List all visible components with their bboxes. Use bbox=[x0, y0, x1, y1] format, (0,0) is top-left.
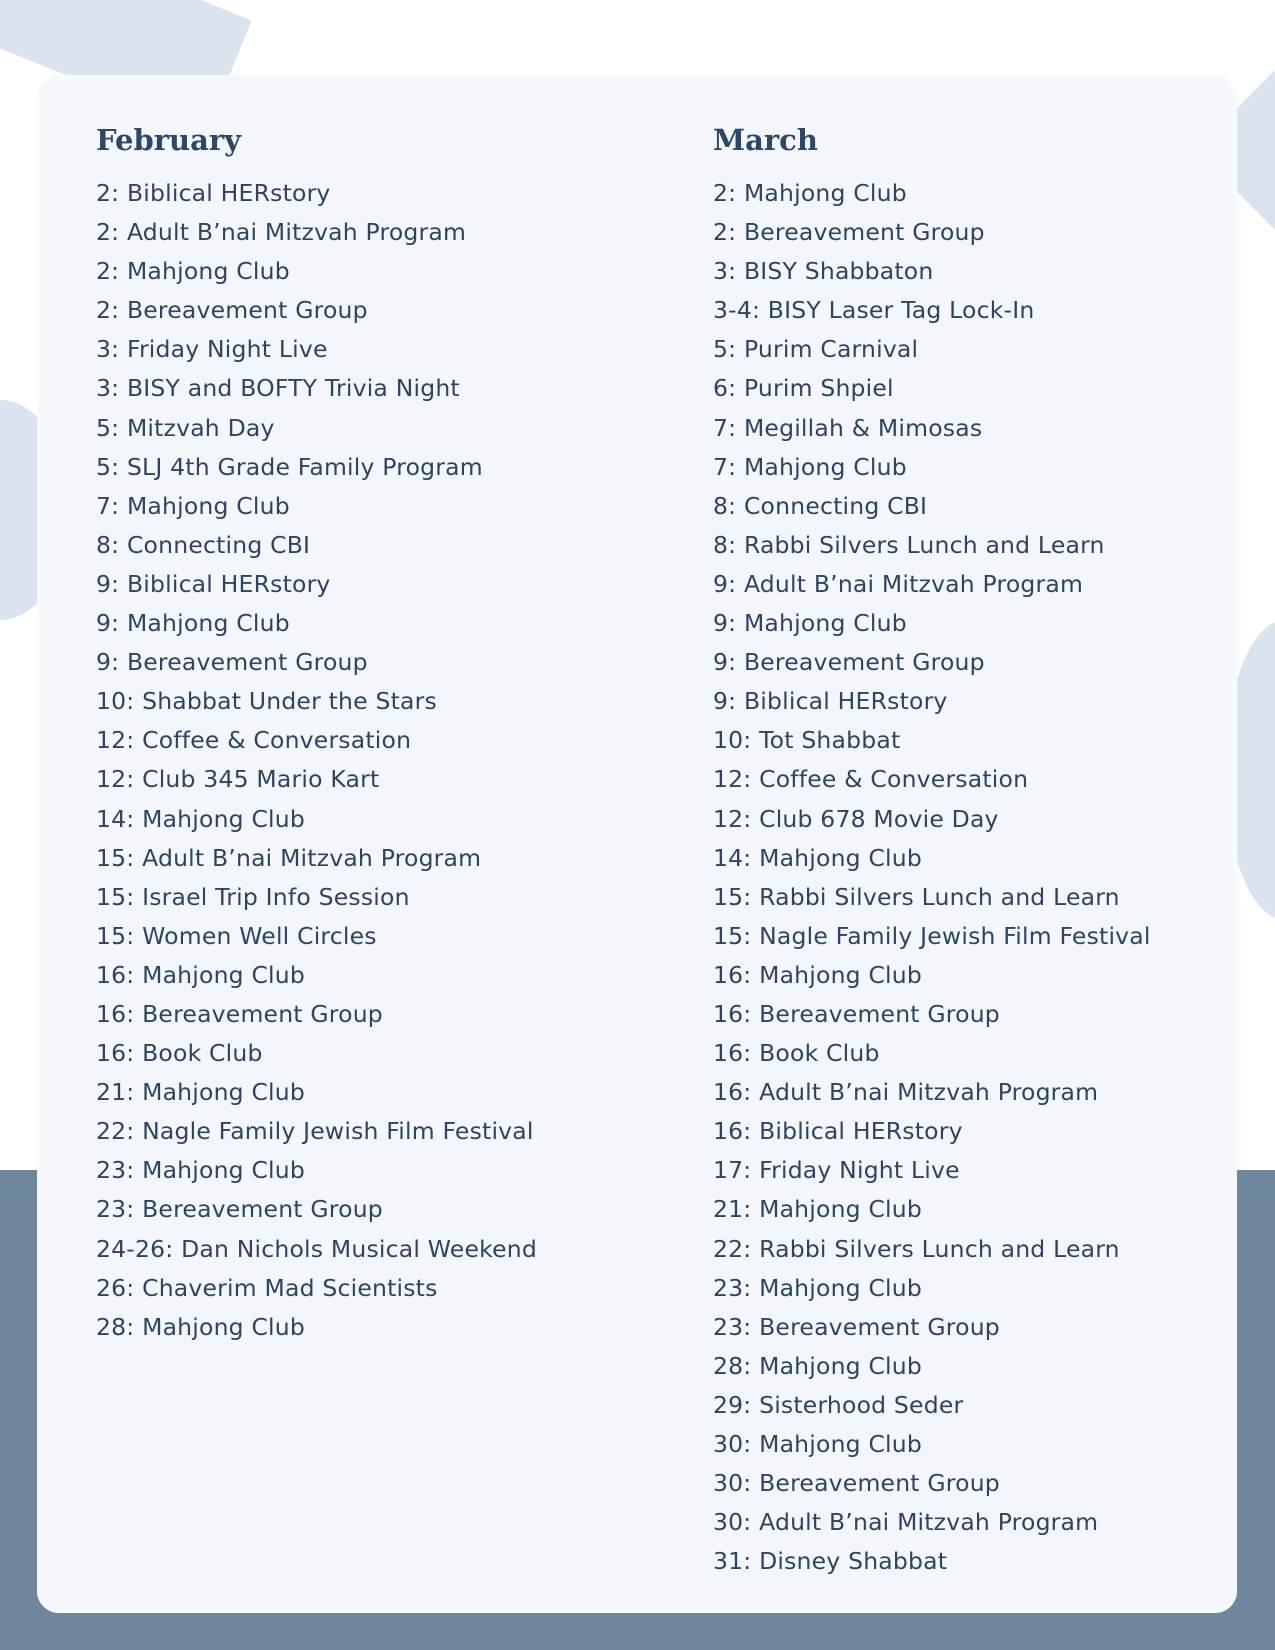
event-item: 12: Club 345 Mario Kart bbox=[96, 765, 380, 794]
february-column bbox=[96, 118, 656, 1347]
event-item: 16: Mahjong Club bbox=[713, 960, 922, 989]
event-item: 2: Biblical HERstory bbox=[96, 179, 331, 207]
event-item: 16: Book Club bbox=[713, 1039, 880, 1068]
event-item: 12: Club 678 Movie Day bbox=[713, 804, 999, 833]
event-item: 15: Women Well Circles bbox=[96, 921, 377, 950]
event-item: 2: Bereavement Group bbox=[713, 218, 985, 247]
event-item: 2: Bereavement Group bbox=[96, 296, 368, 325]
event-item: 3-4: BISY Laser Tag Lock-In bbox=[713, 296, 1035, 325]
month-heading-march: March bbox=[713, 123, 818, 157]
event-item: 14: Mahjong Club bbox=[96, 804, 305, 833]
event-item: 21: Mahjong Club bbox=[96, 1078, 305, 1107]
event-item: 9: Biblical HERstory bbox=[96, 569, 331, 598]
event-item: 24-26: Dan Nichols Musical Weekend bbox=[96, 1234, 537, 1263]
event-item: 28: Mahjong Club bbox=[96, 1312, 305, 1341]
event-item: 31: Disney Shabbat bbox=[713, 1547, 948, 1576]
event-item: 2: Mahjong Club bbox=[713, 179, 907, 207]
event-item: 16: Book Club bbox=[96, 1039, 263, 1068]
february-event-list bbox=[96, 174, 656, 1347]
event-item: 16: Mahjong Club bbox=[96, 960, 305, 989]
event-item: 23: Mahjong Club bbox=[713, 1273, 922, 1302]
event-item: 9: Biblical HERstory bbox=[713, 687, 948, 716]
event-item: 23: Mahjong Club bbox=[96, 1156, 305, 1185]
event-item: 5: Purim Carnival bbox=[713, 335, 919, 364]
event-item: 16: Adult B’nai Mitzvah Program bbox=[713, 1078, 1099, 1107]
event-item: 9: Bereavement Group bbox=[713, 648, 985, 677]
event-item: 9: Bereavement Group bbox=[96, 648, 368, 677]
march-event-list bbox=[713, 174, 1273, 1581]
event-item: 23: Bereavement Group bbox=[96, 1195, 383, 1224]
event-item: 9: Mahjong Club bbox=[713, 609, 907, 638]
event-item: 30: Mahjong Club bbox=[713, 1430, 922, 1458]
event-item: 23: Bereavement Group bbox=[713, 1312, 1000, 1341]
event-item: 3: Friday Night Live bbox=[96, 335, 328, 364]
event-item: 10: Tot Shabbat bbox=[713, 726, 901, 755]
event-item: 14: Mahjong Club bbox=[713, 843, 922, 872]
event-item: 17: Friday Night Live bbox=[713, 1156, 960, 1185]
event-item: 15: Adult B’nai Mitzvah Program bbox=[96, 843, 482, 872]
march-column bbox=[713, 118, 1273, 1581]
event-item: 10: Shabbat Under the Stars bbox=[96, 687, 437, 716]
event-item: 5: SLJ 4th Grade Family Program bbox=[96, 452, 483, 481]
event-item: 26: Chaverim Mad Scientists bbox=[96, 1273, 438, 1302]
event-item: 8: Connecting CBI bbox=[713, 491, 928, 520]
event-item: 3: BISY Shabbaton bbox=[713, 257, 934, 286]
event-item: 28: Mahjong Club bbox=[713, 1351, 922, 1380]
event-item: 29: Sisterhood Seder bbox=[713, 1390, 964, 1419]
event-item: 2: Mahjong Club bbox=[96, 257, 290, 286]
event-item: 7: Mahjong Club bbox=[713, 452, 907, 481]
event-item: 6: Purim Shpiel bbox=[713, 374, 894, 403]
event-item: 15: Israel Trip Info Session bbox=[96, 882, 410, 911]
event-item: 9: Mahjong Club bbox=[96, 609, 290, 638]
event-item: 12: Coffee & Conversation bbox=[713, 765, 1029, 794]
event-item: 8: Rabbi Silvers Lunch and Learn bbox=[713, 530, 1105, 559]
event-item: 30: Bereavement Group bbox=[713, 1469, 1000, 1498]
event-item: 7: Mahjong Club bbox=[96, 491, 290, 520]
event-item: 15: Rabbi Silvers Lunch and Learn bbox=[713, 882, 1120, 911]
month-heading-february: February bbox=[96, 123, 242, 157]
event-item: 16: Bereavement Group bbox=[96, 999, 383, 1028]
event-item: 12: Coffee & Conversation bbox=[96, 726, 412, 755]
event-item: 15: Nagle Family Jewish Film Festival bbox=[713, 921, 1151, 950]
event-item: 7: Megillah & Mimosas bbox=[713, 413, 983, 442]
event-item: 2: Adult B’nai Mitzvah Program bbox=[96, 218, 467, 247]
event-item: 22: Nagle Family Jewish Film Festival bbox=[96, 1117, 534, 1146]
event-item: 5: Mitzvah Day bbox=[96, 413, 275, 442]
event-item: 22: Rabbi Silvers Lunch and Learn bbox=[713, 1234, 1120, 1263]
event-item: 3: BISY and BOFTY Trivia Night bbox=[96, 374, 460, 403]
event-item: 21: Mahjong Club bbox=[713, 1195, 922, 1224]
event-item: 30: Adult B’nai Mitzvah Program bbox=[713, 1508, 1099, 1537]
event-item: 16: Biblical HERstory bbox=[713, 1117, 963, 1146]
event-item: 9: Adult B’nai Mitzvah Program bbox=[713, 569, 1084, 598]
event-item: 8: Connecting CBI bbox=[96, 530, 311, 559]
event-item: 16: Bereavement Group bbox=[713, 999, 1000, 1028]
